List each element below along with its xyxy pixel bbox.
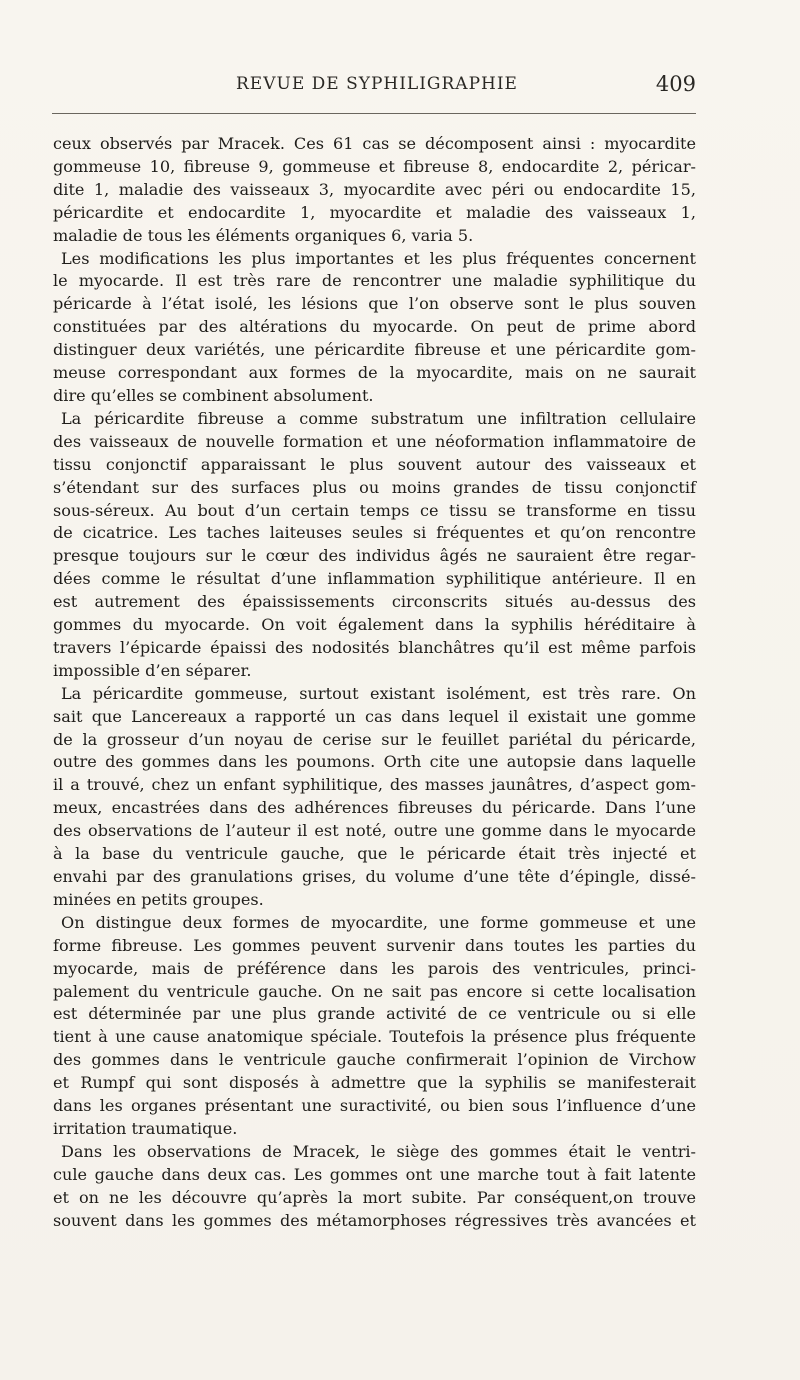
body-text — [53, 133, 696, 1233]
text-line: des observations de l’auteur il est noté, outre une gomme dans le myocarde — [53, 821, 696, 841]
text-line: distinguer deux variétés, une péricardite fibreuse et une péricardite gom- — [53, 340, 696, 360]
text-line: le myocarde. Il est très rare de rencontrer une maladie syphilitique du — [53, 271, 696, 291]
text-line: forme fibreuse. Les gommes peuvent survenir dans toutes les parties du — [53, 935, 696, 955]
text-line: dire qu’elles se combinent absolument. — [53, 385, 374, 405]
text-line: péricardite et endocardite 1, myocardite et maladie des vaisseaux 1, — [53, 202, 696, 222]
page-number: 409 — [655, 72, 696, 96]
text-line: à la base du ventricule gauche, que le péricarde était très injecté et — [53, 844, 696, 864]
text-line: palement du ventricule gauche. On ne sait pas encore si cette localisation — [53, 981, 696, 1001]
text-line: constituées par des altérations du myocarde. On peut de prime abord — [53, 317, 696, 337]
text-line: presque toujours sur le cœur des individus âgés ne sauraient être regar- — [53, 546, 696, 566]
text-line: outre des gommes dans les poumons. Orth cite une autopsie dans laquelle — [53, 752, 696, 772]
header-rule — [52, 113, 696, 114]
text-line: La péricardite gommeuse, surtout existant isolément, est très rare. On — [61, 683, 696, 703]
text-line: de cicatrice. Les taches laiteuses seules si fréquentes et qu’on rencontre — [53, 523, 696, 543]
text-line: gommeuse 10, fibreuse 9, gommeuse et fibreuse 8, endocardite 2, péricar- — [53, 156, 696, 176]
text-line: Dans les observations de Mracek, le siège des gommes était le ventri- — [61, 1141, 696, 1161]
page-header — [52, 74, 696, 102]
text-line: tissu conjonctif apparaissant le plus souvent autour des vaisseaux et — [53, 454, 696, 474]
text-line: péricarde à l’état isolé, les lésions que l’on observe sont le plus souven — [53, 294, 696, 314]
text-line: tient à une cause anatomique spéciale. Toutefois la présence plus fréquente — [53, 1027, 696, 1047]
text-line: gommes du myocarde. On voit également dans la syphilis héréditaire à — [53, 615, 696, 635]
text-line: dite 1, maladie des vaisseaux 3, myocardite avec péri ou endocardite 15, — [53, 179, 696, 199]
text-line: sous-séreux. Au bout d’un certain temps ce tissu se transforme en tissu — [53, 500, 696, 520]
text-line: envahi par des granulations grises, du volume d’une tête d’épingle, dissé- — [53, 867, 696, 886]
text-line: impossible d’en séparer. — [53, 660, 252, 680]
text-line: meuse correspondant aux formes de la myocardite, mais on ne saurait — [53, 363, 696, 383]
text-line: des vaisseaux de nouvelle formation et une néoformation inflammatoire de — [53, 431, 696, 451]
text-line: sait que Lancereaux a rapporté un cas dans lequel il existait une gomme — [53, 706, 696, 726]
text-line: et on ne les découvre qu’après la mort subite. Par conséquent,on trouve — [53, 1187, 696, 1207]
text-line: ceux observés par Mracek. Ces 61 cas se décomposent ainsi : myocardite — [53, 134, 696, 153]
text-line: travers l’épicarde épaissi des nodosités blanchâtres qu’il est même parfois — [53, 637, 696, 657]
text-line: souvent dans les gommes des métamorphoses régressives très avancées et — [53, 1210, 696, 1230]
text-line: de la grosseur d’un noyau de cerise sur le feuillet pariétal du péricarde, — [53, 729, 696, 749]
text-line: dées comme le résultat d’une inflammation syphilitique antérieure. Il en — [53, 569, 696, 589]
text-line: La péricardite fibreuse a comme substratum une infiltration cellulaire — [61, 408, 696, 428]
text-line: myocarde, mais de préférence dans les parois des ventricules, princi- — [53, 958, 696, 978]
text-line: cule gauche dans deux cas. Les gommes ont une marche tout à fait latente — [53, 1164, 696, 1184]
text-line: minées en petits groupes. — [53, 889, 264, 909]
text-line: Les modifications les plus importantes et les plus fréquentes concernent — [61, 248, 696, 268]
text-line: maladie de tous les éléments organiques 6, varia 5. — [53, 225, 474, 245]
text-line: est déterminée par une plus grande activité de ce ventricule ou si elle — [53, 1004, 696, 1024]
text-line: meux, encastrées dans des adhérences fibreuses du péricarde. Dans l’une — [53, 798, 696, 818]
text-line: est autrement des épaississements circonscrits situés au-dessus des — [53, 592, 696, 612]
text-line: il a trouvé, chez un enfant syphilitique, des masses jaunâtres, d’aspect gom- — [53, 775, 696, 795]
text-line: dans les organes présentant une suractivité, ou bien sous l’influence d’une — [53, 1096, 696, 1116]
text-line: irritation traumatique. — [53, 1118, 238, 1138]
text-line: s’étendant sur des surfaces plus ou moins grandes de tissu conjonctif — [53, 477, 696, 497]
text-line: et Rumpf qui sont disposés à admettre que la syphilis se manifesterait — [53, 1073, 696, 1093]
running-title: REVUE DE SYPHILIGRAPHIE — [236, 74, 518, 94]
text-line: On distingue deux formes de myocardite, une forme gommeuse et une — [61, 912, 696, 932]
text-line: des gommes dans le ventricule gauche confirmerait l’opinion de Virchow — [53, 1050, 696, 1070]
